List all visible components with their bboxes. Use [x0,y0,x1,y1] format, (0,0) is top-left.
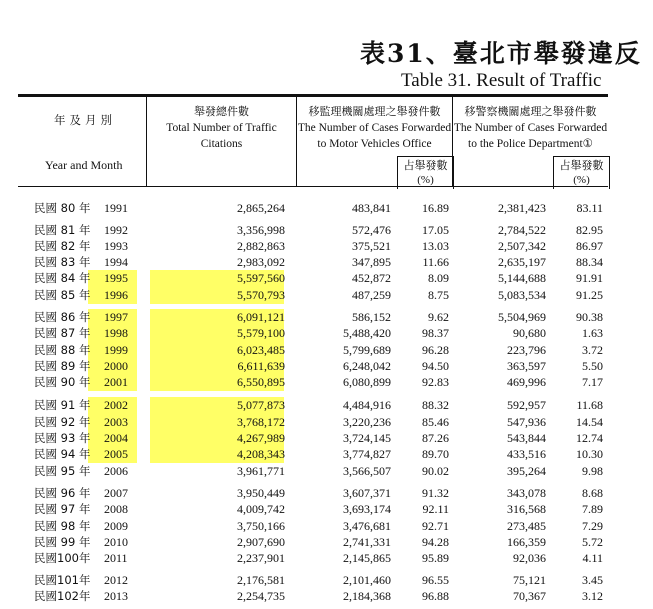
cell-total: 5,077,873 [237,398,285,412]
cell-period-zh: 民國 82 年 [34,239,91,253]
cell-police-pct: 14.54 [576,415,603,429]
table-title-en: Table 31. Result of Traffic [401,70,602,91]
cell-police: 547,936 [507,415,546,429]
cell-motor: 5,488,420 [343,326,391,340]
cell-period-zh: 民國 94 年 [34,447,91,461]
cell-year: 1997 [104,310,128,324]
table-row [0,463,653,479]
cell-year: 2005 [104,447,128,461]
cell-motor-pct: 85.46 [422,415,449,429]
cell-period-zh: 民國 95 年 [34,464,91,478]
cell-motor: 483,841 [352,201,391,215]
cell-year: 1992 [104,223,128,237]
cell-police: 2,381,423 [498,201,546,215]
table-row [0,254,653,270]
cell-period-zh: 民國 93 年 [34,431,91,445]
cell-period-zh: 民國 80 年 [34,201,91,215]
table-row [0,358,653,374]
cell-year: 2011 [104,551,128,565]
cell-total: 3,961,771 [237,464,285,478]
cell-period-zh: 民國 89 年 [34,359,91,373]
cell-police: 5,504,969 [498,310,546,324]
cell-police-pct: 88.34 [576,255,603,269]
cell-motor-pct: 92.71 [422,519,449,533]
cell-motor: 2,101,460 [343,573,391,587]
cell-year: 1996 [104,288,128,302]
cell-police-pct: 90.38 [576,310,603,324]
cell-police: 363,597 [507,359,546,373]
cell-total: 2,176,581 [237,573,285,587]
cell-total: 4,009,742 [237,502,285,516]
cell-motor-pct: 8.75 [428,288,449,302]
table-row [0,342,653,358]
cell-year: 1995 [104,271,128,285]
cell-motor-pct: 96.88 [422,589,449,603]
cell-total: 3,950,449 [237,486,285,500]
cell-total: 5,579,100 [237,326,285,340]
cell-period-zh: 民國 99 年 [34,535,91,549]
header-year-month-zh: 年及月別 [54,113,116,127]
cell-motor-pct: 94.50 [422,359,449,373]
cell-motor: 6,080,899 [343,375,391,389]
cell-motor: 3,220,236 [343,415,391,429]
top-rule [18,94,608,97]
cell-motor: 5,799,689 [343,343,391,357]
cell-police-pct: 11.68 [576,398,603,412]
cell-police-pct: 86.97 [576,239,603,253]
cell-motor: 4,484,916 [343,398,391,412]
header-year-month-en: Year and Month [45,158,123,172]
cell-total: 4,208,343 [237,447,285,461]
cell-police-pct: 4.11 [582,551,603,565]
cell-motor-pct: 11.66 [422,255,449,269]
cell-motor-pct: 92.83 [422,375,449,389]
cell-police: 166,359 [507,535,546,549]
cell-total: 3,750,166 [237,519,285,533]
table-row [0,414,653,430]
cell-motor: 3,693,174 [343,502,391,516]
cell-total: 2,907,690 [237,535,285,549]
table-row [0,430,653,446]
table-title-zh: 表31、臺北市舉發違反 [360,39,642,68]
cell-year: 2002 [104,398,128,412]
cell-motor: 347,895 [352,255,391,269]
table-row [0,518,653,534]
table-row [0,287,653,303]
cell-motor: 3,566,507 [343,464,391,478]
cell-year: 2013 [104,589,128,603]
header-motor [297,104,452,152]
table-row [0,200,653,216]
cell-year: 2004 [104,431,128,445]
header-police-pct-zh: 占舉發數 [559,159,604,172]
cell-motor: 586,152 [352,310,391,324]
cell-police-pct: 83.11 [576,201,603,215]
cell-motor: 2,145,865 [343,551,391,565]
cell-police-pct: 82.95 [576,223,603,237]
table-row [0,325,653,341]
cell-year: 1991 [104,201,128,215]
cell-period-zh: 民國 90 年 [34,375,91,389]
cell-year: 2009 [104,519,128,533]
cell-year: 2006 [104,464,128,478]
cell-period-zh: 民國 84 年 [34,271,91,285]
cell-police-pct: 7.17 [582,375,603,389]
cell-motor-pct: 87.26 [422,431,449,445]
cell-total: 6,023,485 [237,343,285,357]
cell-police-pct: 7.29 [582,519,603,533]
table-row [0,309,653,325]
cell-year: 2012 [104,573,128,587]
cell-police-pct: 7.89 [582,502,603,516]
cell-total: 2,237,901 [237,551,285,565]
cell-year: 1993 [104,239,128,253]
table-row [0,534,653,550]
table-row [0,397,653,413]
table-row [0,238,653,254]
cell-police: 223,796 [507,343,546,357]
cell-police: 92,036 [513,551,546,565]
cell-year: 2010 [104,535,128,549]
table-row [0,572,653,588]
cell-motor: 2,184,368 [343,589,391,603]
cell-police-pct: 3.12 [582,589,603,603]
cell-motor: 487,259 [352,288,391,302]
cell-period-zh: 民國 91 年 [34,398,91,412]
header-total-en-2: Citations [200,138,243,150]
cell-police: 433,516 [507,447,546,461]
cell-police-pct: 9.98 [582,464,603,478]
cell-period-zh: 民國102年 [34,589,91,603]
cell-total: 6,550,895 [237,375,285,389]
cell-period-zh: 民國 88 年 [34,343,91,357]
cell-police: 2,635,197 [498,255,546,269]
header-motor-pct-unit: (%) [417,174,434,186]
cell-police: 273,485 [507,519,546,533]
cell-year: 2003 [104,415,128,429]
cell-motor-pct: 8.09 [428,271,449,285]
header-motor-pct [397,156,454,189]
header-total-zh: 舉發總件數 [194,105,249,118]
table-row [0,485,653,501]
cell-police-pct: 5.72 [582,535,603,549]
cell-motor: 572,476 [352,223,391,237]
header-motor-pct-zh: 占舉發數 [403,159,448,172]
cell-total: 3,356,998 [237,223,285,237]
cell-police: 343,078 [507,486,546,500]
cell-police: 90,680 [513,326,546,340]
cell-year: 2007 [104,486,128,500]
header-police-zh: 移警察機關處理之舉發件數 [464,105,597,118]
cell-total: 3,768,172 [237,415,285,429]
cell-motor-pct: 90.02 [422,464,449,478]
cell-total: 2,865,264 [237,201,285,215]
cell-police: 2,784,522 [498,223,546,237]
header-police [453,104,608,152]
cell-police: 592,957 [507,398,546,412]
cell-police-pct: 91.91 [576,271,603,285]
cell-total: 6,611,639 [237,359,285,373]
cell-total: 5,597,560 [237,271,285,285]
cell-period-zh: 民國 98 年 [34,519,91,533]
cell-year: 2008 [104,502,128,516]
cell-total: 2,254,735 [237,589,285,603]
cell-police: 75,121 [513,573,546,587]
cell-period-zh: 民國 87 年 [34,326,91,340]
header-motor-en-2: to Motor Vehicles Office [317,138,432,150]
header-motor-en-1: The Number of Cases Forwarded [297,122,452,134]
cell-year: 1994 [104,255,128,269]
cell-police-pct: 1.63 [582,326,603,340]
cell-motor-pct: 13.03 [422,239,449,253]
header-police-pct [553,156,610,189]
cell-police: 5,144,688 [498,271,546,285]
cell-year: 1998 [104,326,128,340]
cell-motor-pct: 9.62 [428,310,449,324]
cell-police-pct: 91.25 [576,288,603,302]
cell-police: 5,083,534 [498,288,546,302]
cell-motor: 3,724,145 [343,431,391,445]
cell-motor: 6,248,042 [343,359,391,373]
cell-police: 395,264 [507,464,546,478]
cell-motor-pct: 17.05 [422,223,449,237]
table-row [0,222,653,238]
table-row [0,374,653,390]
cell-motor: 375,521 [352,239,391,253]
table-row [0,501,653,517]
cell-motor-pct: 95.89 [422,551,449,565]
cell-motor-pct: 96.55 [422,573,449,587]
cell-police-pct: 3.45 [582,573,603,587]
cell-period-zh: 民國 97 年 [34,502,91,516]
cell-police: 469,996 [507,375,546,389]
cell-police: 543,844 [507,431,546,445]
cell-period-zh: 民國100年 [34,551,91,565]
header-police-pct-unit: (%) [573,174,590,186]
header-police-en-2: to the Police Department① [468,138,593,150]
cell-police-pct: 3.72 [582,343,603,357]
cell-motor: 3,774,827 [343,447,391,461]
table-row [0,270,653,286]
cell-motor: 3,476,681 [343,519,391,533]
table-row [0,588,653,604]
cell-police: 2,507,342 [498,239,546,253]
header-total [147,104,296,152]
cell-motor-pct: 94.28 [422,535,449,549]
cell-year: 2000 [104,359,128,373]
cell-total: 2,882,863 [237,239,285,253]
cell-police-pct: 5.50 [582,359,603,373]
header-total-en-1: Total Number of Traffic [166,122,277,134]
header-police-en-1: The Number of Cases Forwarded [453,122,608,134]
header-rule [18,186,608,187]
cell-period-zh: 民國101年 [34,573,91,587]
cell-year: 2001 [104,375,128,389]
cell-period-zh: 民國 81 年 [34,223,91,237]
cell-year: 1999 [104,343,128,357]
table-row [0,446,653,462]
header-motor-zh: 移監理機關處理之舉發件數 [308,105,441,118]
table-row [0,550,653,566]
cell-police: 316,568 [507,502,546,516]
cell-total: 6,091,121 [237,310,285,324]
cell-total: 5,570,793 [237,288,285,302]
cell-period-zh: 民國 85 年 [34,288,91,302]
cell-total: 4,267,989 [237,431,285,445]
cell-period-zh: 民國 96 年 [34,486,91,500]
cell-police: 70,367 [513,589,546,603]
cell-motor-pct: 98.37 [422,326,449,340]
cell-motor-pct: 88.32 [422,398,449,412]
cell-motor-pct: 96.28 [422,343,449,357]
cell-period-zh: 民國 83 年 [34,255,91,269]
cell-motor-pct: 89.70 [422,447,449,461]
cell-motor-pct: 91.32 [422,486,449,500]
cell-motor-pct: 16.89 [422,201,449,215]
cell-period-zh: 民國 86 年 [34,310,91,324]
cell-motor: 3,607,371 [343,486,391,500]
cell-police-pct: 12.74 [576,431,603,445]
cell-motor-pct: 92.11 [422,502,449,516]
cell-motor: 2,741,331 [343,535,391,549]
cell-police-pct: 10.30 [576,447,603,461]
cell-period-zh: 民國 92 年 [34,415,91,429]
cell-motor: 452,872 [352,271,391,285]
cell-total: 2,983,092 [237,255,285,269]
cell-police-pct: 8.68 [582,486,603,500]
